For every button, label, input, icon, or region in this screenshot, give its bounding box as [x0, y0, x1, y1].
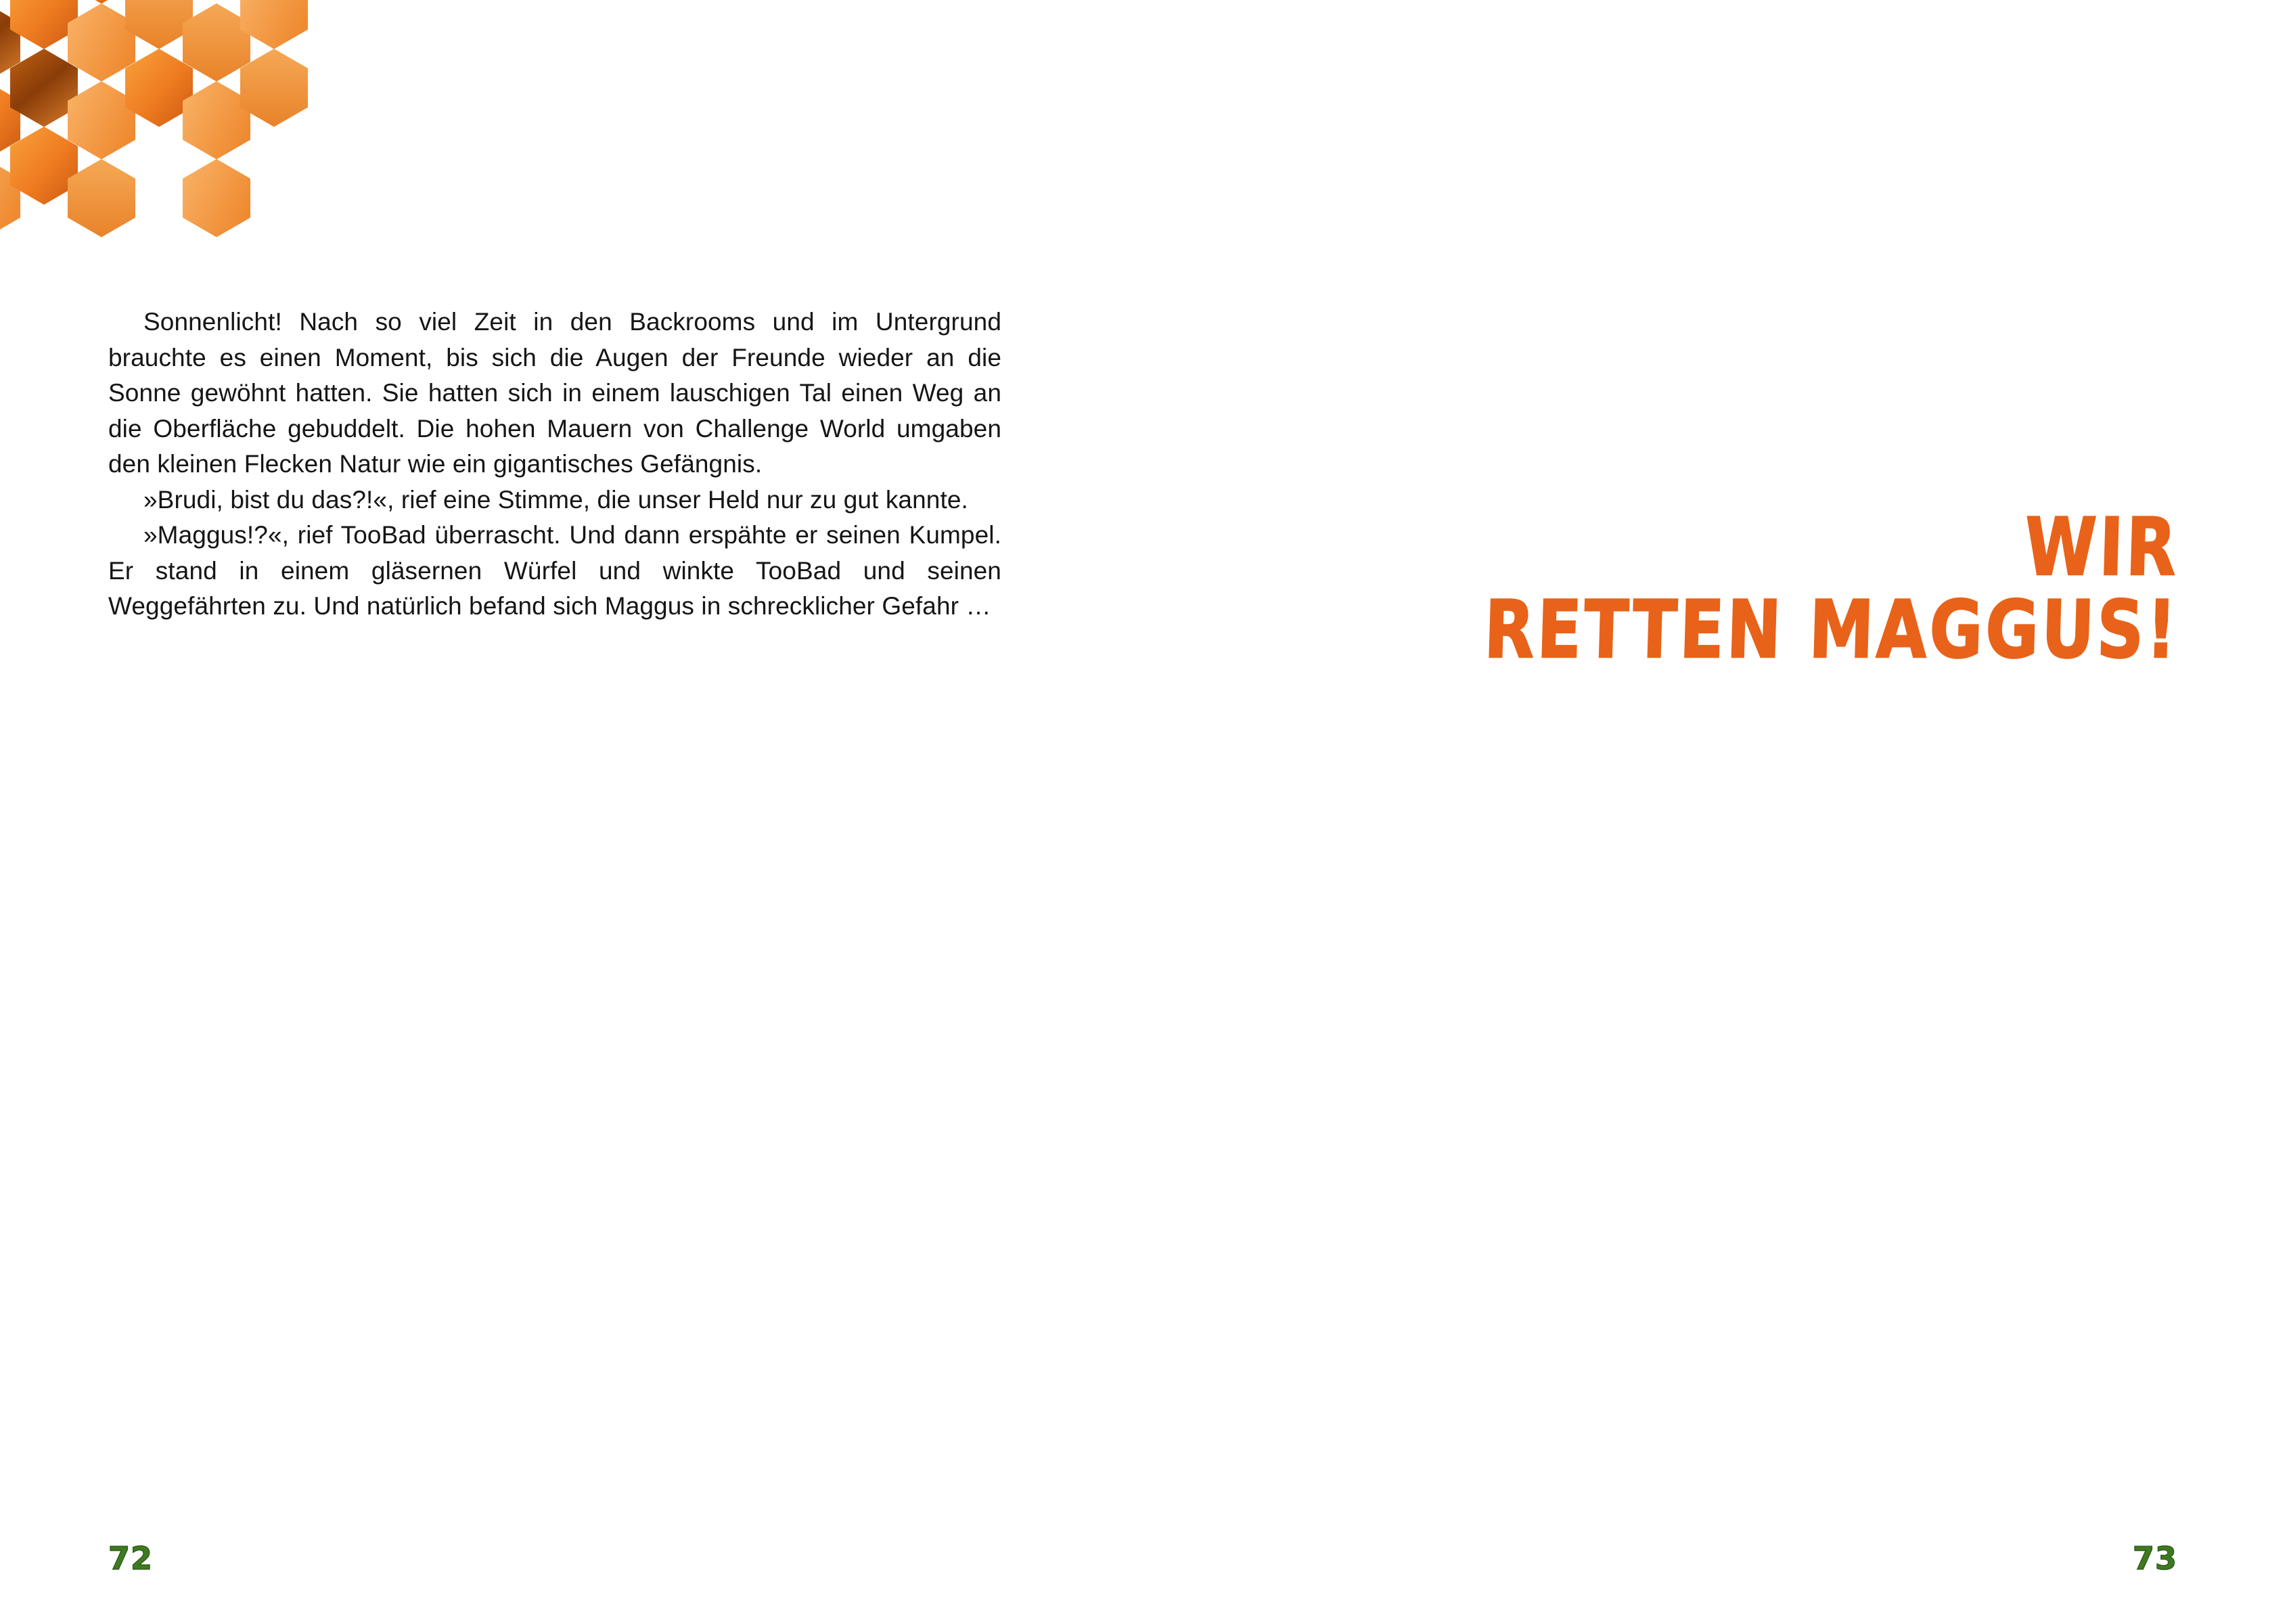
body-text-column [108, 304, 1001, 625]
paragraph: »Brudi, bist du das?!«, rief eine Stimme, die unser Held nur zu gut kannte. [143, 485, 968, 514]
paragraph: Sonnenlicht! Nach so viel Zeit in den Backrooms und im Untergrund brauchte es einen Moment, bis sich die Augen der Freunde wieder an die Sonne gewöhnt hatten. Sie hatten sich in einem lauschigen Tal einen Weg an die Oberfläche gebuddelt. Die hohen Mauern von Challenge World umgaben den kleinen Flecken Natur wie ein gigantisches Gefängnis. [108, 308, 1001, 478]
paragraph: »Maggus!?«, rief TooBad überrascht. Und dann erspähte er seinen Kumpel. Er stand in einem gläsernen Würfel und winkte TooBad und seinen Weggefährten zu. Und natürlich befand sich Maggus in schrecklicher Gefahr … [108, 521, 1001, 621]
chapter-title [1482, 501, 2180, 676]
honeycomb-decoration-icon [0, 0, 392, 244]
right-page [1145, 0, 2289, 1624]
page-number-right: 73 [2132, 1540, 2177, 1577]
chapter-title-line-1: WIR [2023, 501, 2180, 593]
chapter-title-line-2: RETTEN MAGGUS! [1482, 583, 2180, 676]
page-number-left: 72 [108, 1540, 154, 1577]
